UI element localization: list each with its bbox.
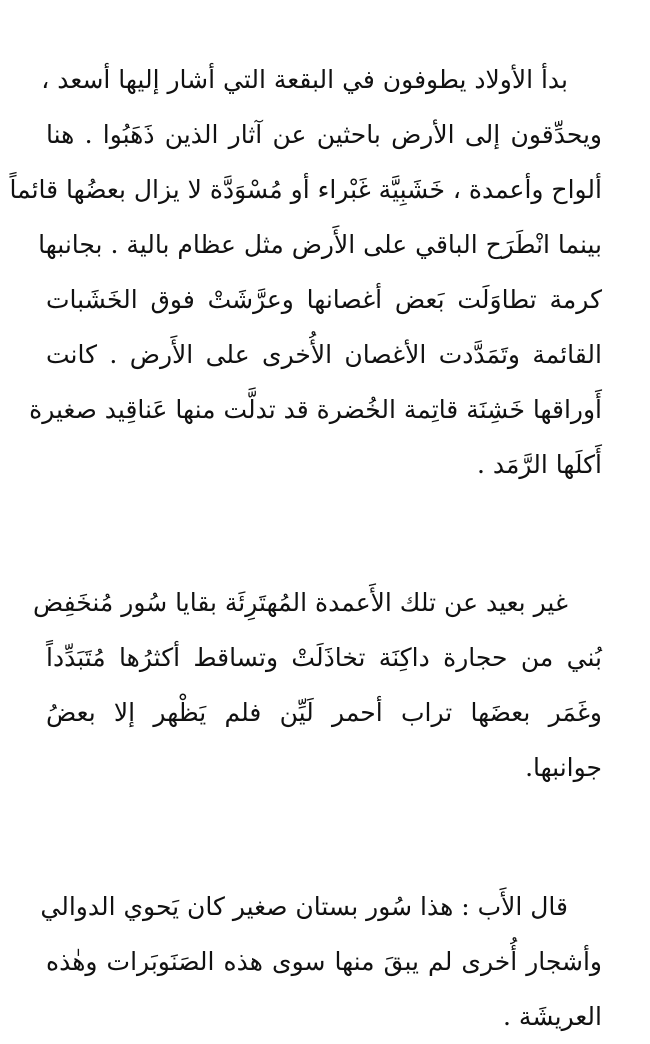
text-line: وأشجار أُخرى لم يبقَ منها سوى هذه الصَنَوبَرات وهٰذه — [46, 947, 602, 976]
paragraph-spacer — [46, 795, 602, 879]
paragraph-3 — [40, 879, 602, 1044]
text-line: غير بعيد عن تلك الأَعمدة المُهتَرِئَة بقايا سُور مُنخَفِض — [32, 588, 568, 617]
text-line: بينما انْطَرَح الباقي على الأَرض مثل عظام بالية . بجانبها — [38, 230, 602, 259]
text-line: بُني من حجارة داكِنَة تخاذَلَتْ وتساقط أكثرُها مُتَبَدِّداً — [46, 643, 602, 672]
paragraph-2 — [32, 575, 602, 795]
text-line: القائمة وتَمَدَّدت الأغصان الأُخرى على الأَرض . كانت — [46, 340, 602, 369]
text-line: وغَمَر بعضَها تراب أحمر لَيِّن فلم يَظْهر إلا بعضُ — [46, 698, 602, 727]
text-line: ألواح وأعمدة ، خَشَبِيَّة غَبْراء أو مُسْوَدَّة لا يزال بعضُها قائماً — [9, 175, 602, 204]
text-line: أَكلَها الرَّمَد . — [477, 450, 602, 479]
paragraph-spacer — [46, 492, 602, 575]
text-line: جوانبها. — [525, 753, 602, 782]
text-line: أَوراقها خَشِنَة قاتِمة الخُضرة قد تدلَّت منها عَناقِيد صغيرة — [29, 395, 602, 424]
text-line: كرمة تطاوَلَت بَعض أغصانها وعرَّشَتْ فوق الخَشَبات — [46, 285, 602, 314]
text-line: العريشَة . — [503, 1002, 602, 1031]
book-page — [9, 52, 602, 1044]
paragraph-1 — [9, 52, 602, 492]
text-line: ويحدِّقون إلى الأرض باحثين عن آثار الذين ذَهَبُوا . هنا — [46, 120, 602, 149]
text-line: قال الأَب : هذا سُور بستان صغير كان يَحوي الدوالي — [40, 892, 568, 921]
text-line: بدأ الأولاد يطوفون في البقعة التي أشار إليها أسعد ، — [41, 65, 568, 94]
